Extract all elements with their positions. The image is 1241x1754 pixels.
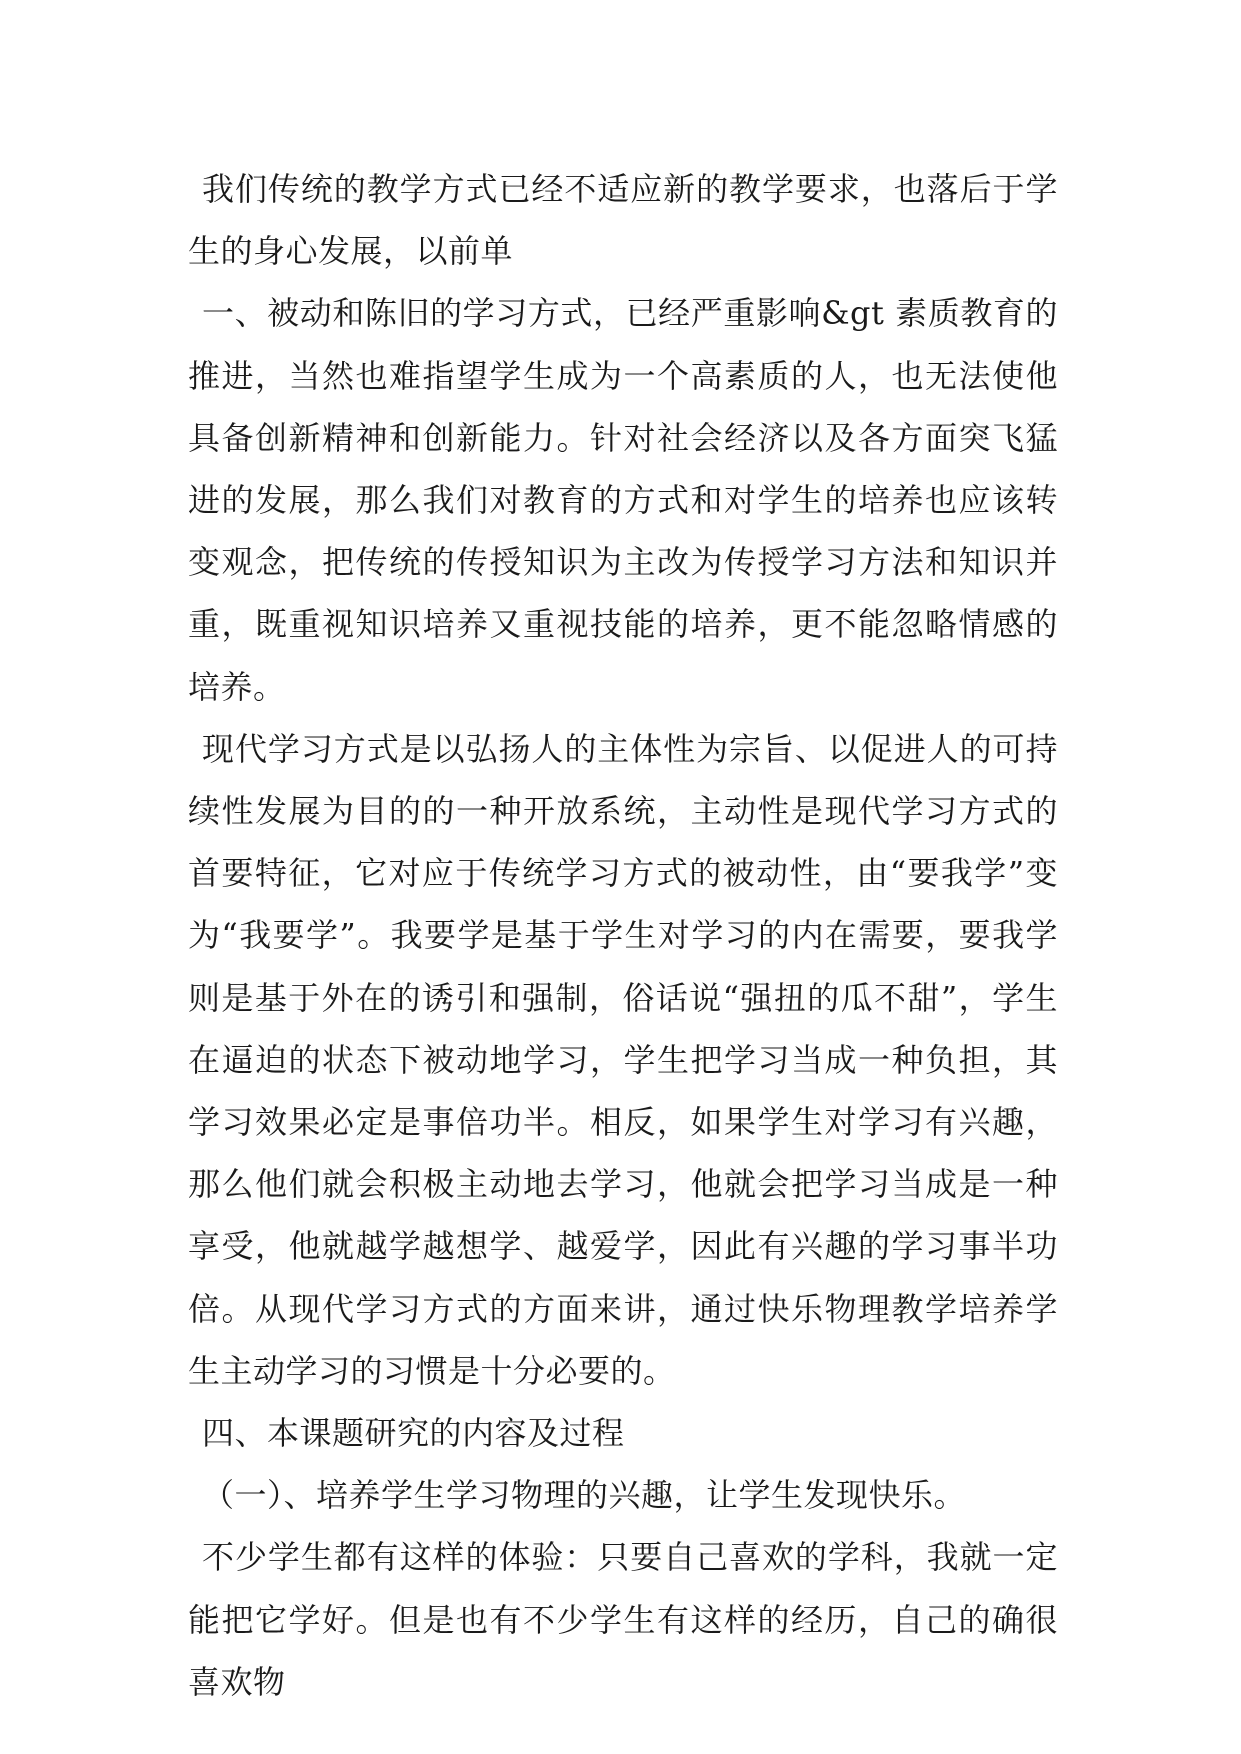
document-body [188,158,1058,1713]
section-heading-research-content: 四、本课题研究的内容及过程 [202,1414,625,1453]
paragraph-student-experience: 不少学生都有这样的体验：只要自己喜欢的学科，我就一定能把它学好。但是也有不少学生有这样的经历，自己的确很喜欢物 [188,1538,1058,1701]
subsection-heading-interest: （一）、培养学生学习物理的兴趣，让学生发现快乐。 [202,1476,967,1515]
paragraph-intro: 我们传统的教学方式已经不适应新的教学要求，也落后于学生的身心发展，以前单 [188,170,1058,271]
paragraph-modern-learning: 现代学习方式是以弘扬人的主体性为宗旨、以促进人的可持续性发展为目的的一种开放系统，主动性是现代学习方式的首要特征，它对应于传统学习方式的被动性，由“要我学”变为“我要学”。我要学是基于学生对学习的内在需要，要我学则是基于外在的诱引和强制，俗话说“强扭的瓜不甜”，学生在逼迫的状态下被动地学习，学生把学习当成一种负担，其学习效果必定是事倍功半。相反，如果学生对学习有兴趣，那么他们就会积极主动地去学习，他就会把学习当成是一种享受，他就越学越想学、越爱学，因此有兴趣的学习事半功倍。从现代学习方式的方面来讲，通过快乐物理教学培养学生主动学习的习惯是十分必要的。 [188,729,1058,1390]
paragraph-passive-learning: 一、被动和陈旧的学习方式，已经严重影响&gt 素质教育的推进，当然也难指望学生成为一个高素质的人，也无法使他具备创新精神和创新能力。针对社会经济以及各方面突飞猛进的发展，那么我们对教育的方式和对学生的培养也应该转变观念，把传统的传授知识为主改为传授学习方法和知识并重，既重视知识培养又重视技能的培养，更不能忽略情感的培养。 [188,294,1058,706]
